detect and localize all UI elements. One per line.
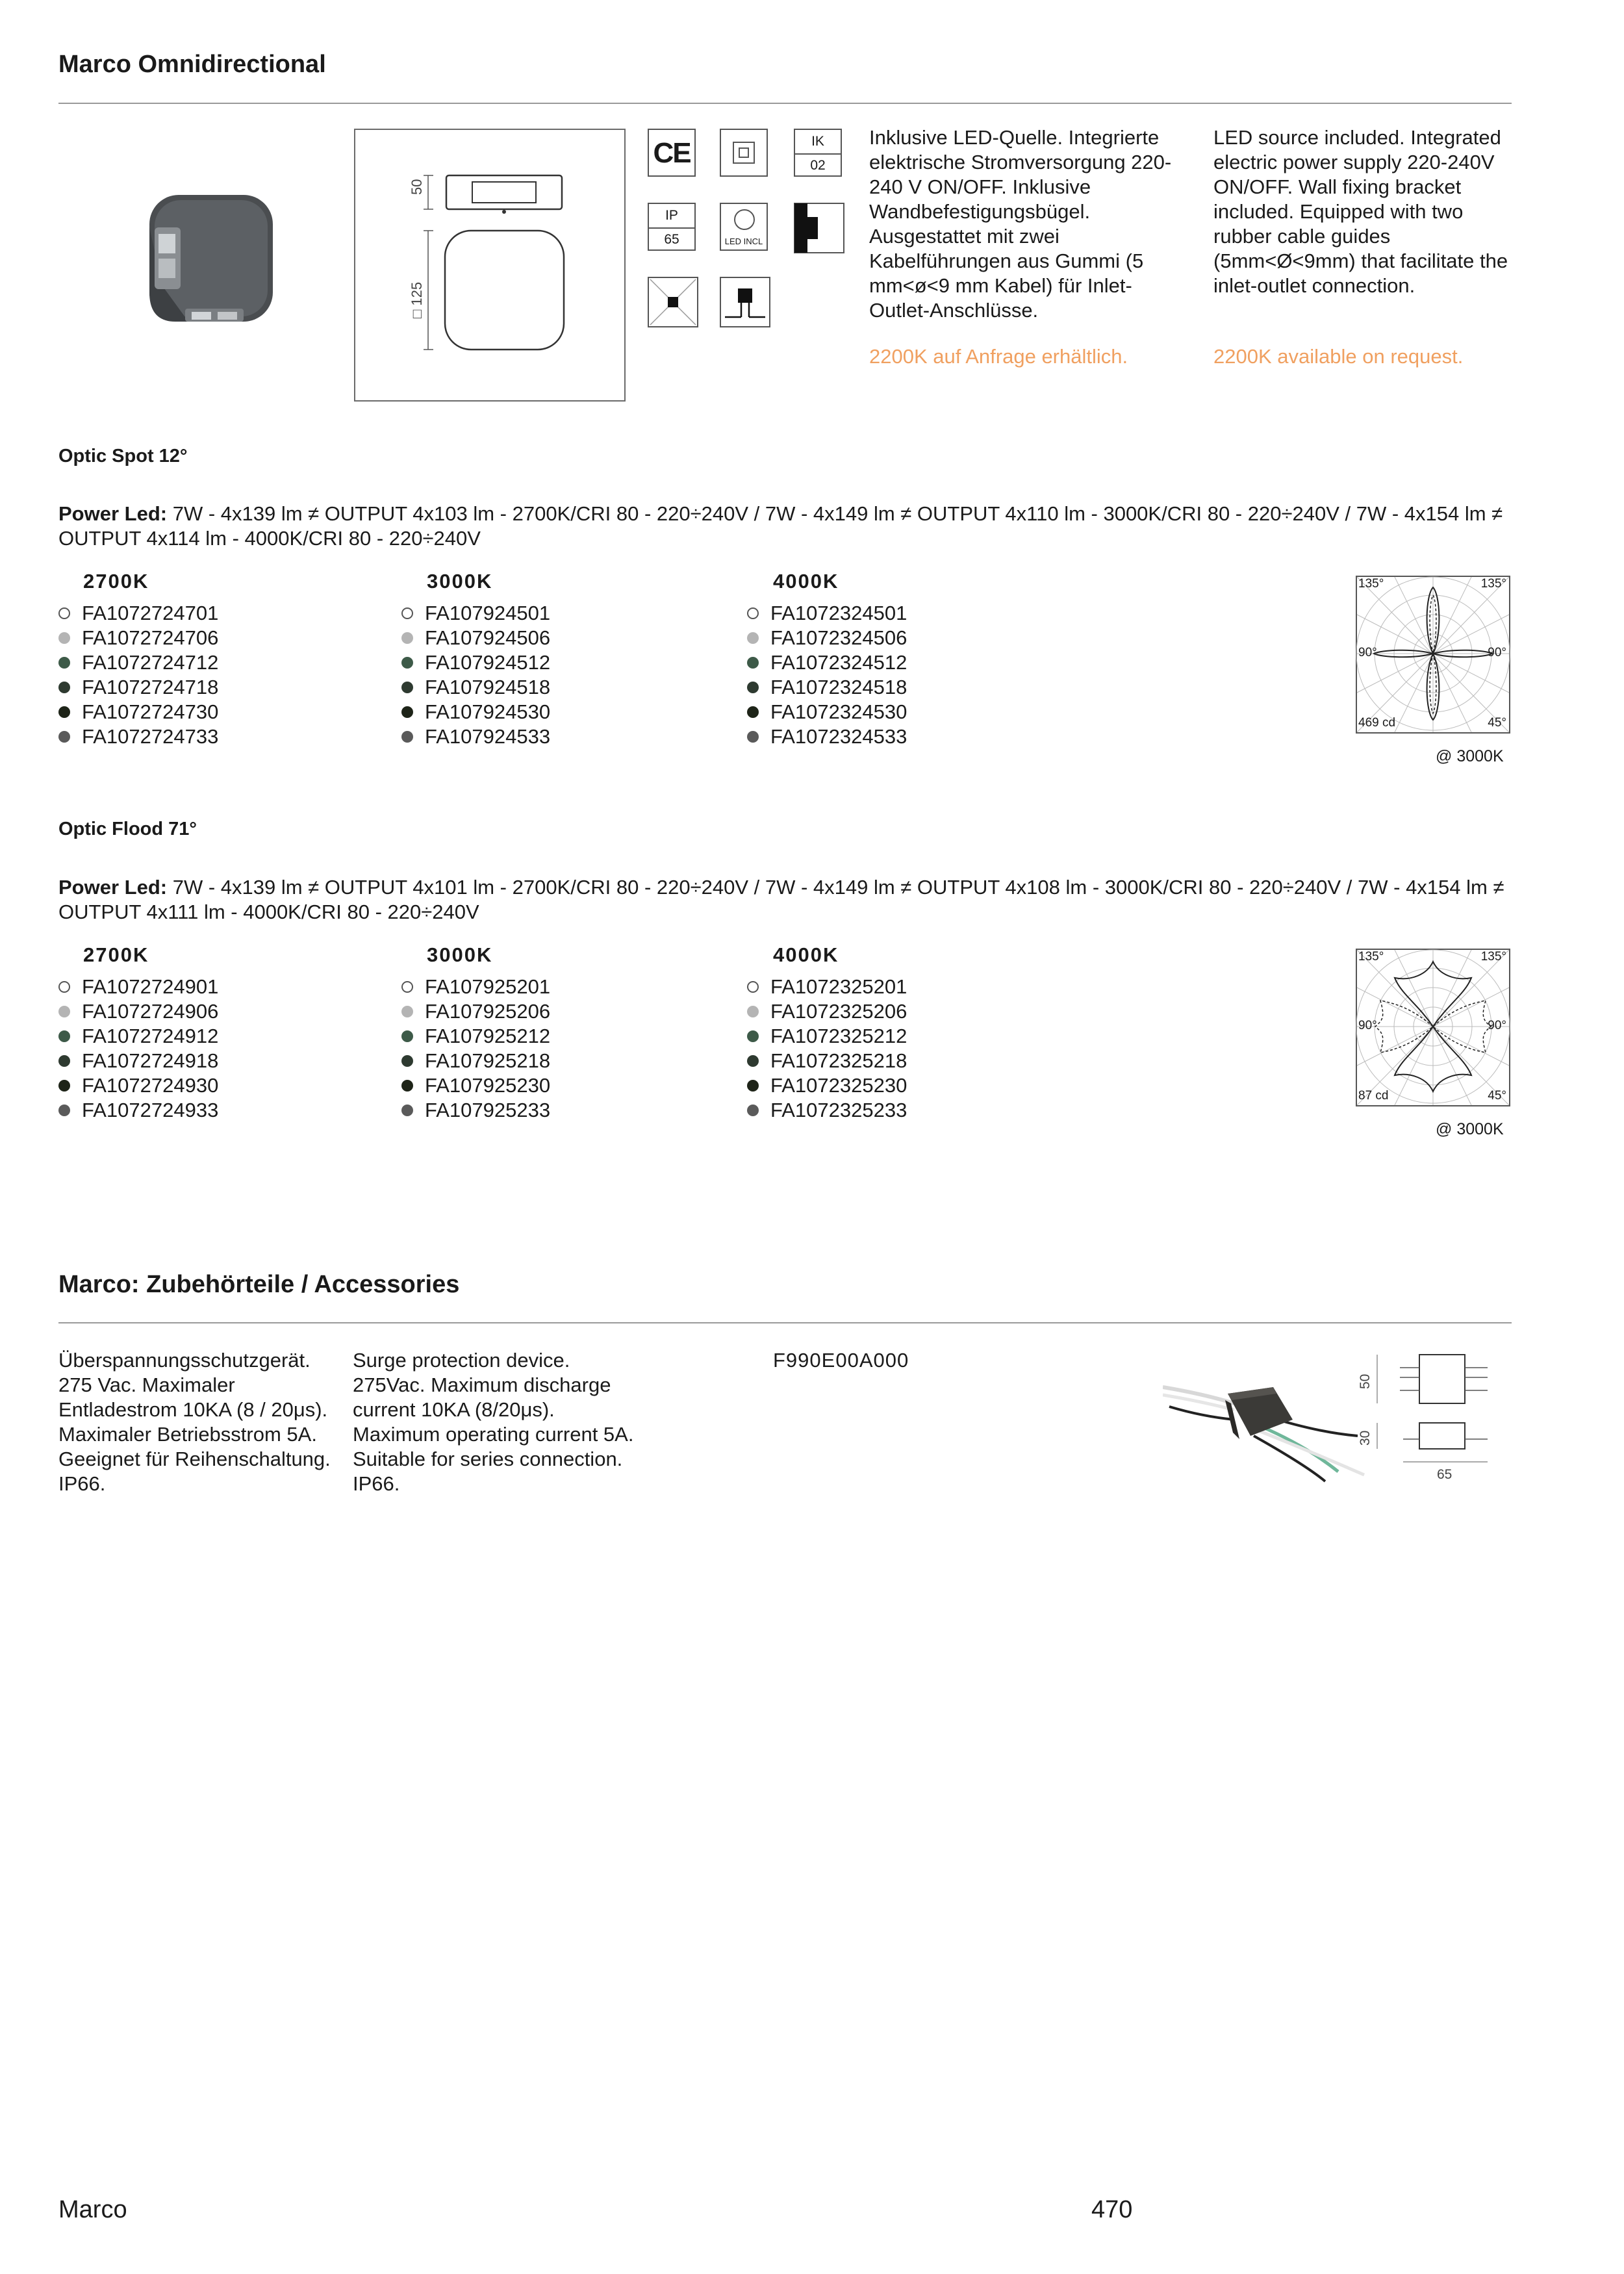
accessory-description-de: Überspannungsschutzgerät. 275 Vac. Maximaler Entladestrom 10KA (8 / 20μs). Maximaler Betriebsstrom 5A. Geeignet für Reihenschaltung. IP66. [58,1349,331,1495]
product-code: FA107925201 [401,975,550,999]
ce-icon: CE [648,129,696,177]
product-code: FA1072324518 [747,675,907,700]
dim-label: 65 [1437,1467,1453,1482]
polar-diagram-spot: 135° 135° 90° 90° 469 cd 45° [1356,576,1510,734]
product-code-list [401,975,550,1123]
product-code: FA107924506 [401,626,550,650]
cct-header: 4000K [773,570,839,593]
product-code: FA1072325212 [747,1024,907,1049]
product-code: FA107925233 [401,1098,550,1123]
finish-swatch-green [58,657,70,669]
polar-temp-label: @ 3000K [1436,1120,1504,1138]
product-code: FA1072724901 [58,975,218,999]
product-code: FA107925206 [401,999,550,1024]
led-included-icon: LED INCL [720,203,768,251]
title-rule [58,103,1512,104]
accessories-title: Marco: Zubehörteile / Accessories [58,1271,460,1298]
footer-product-name: Marco [58,2196,127,2223]
product-code: FA1072724912 [58,1024,218,1049]
ip-rating-icon: IP 65 [648,203,696,251]
cct-header: 3000K [427,943,493,966]
product-code: FA1072325201 [747,975,907,999]
product-code: FA1072724712 [58,650,218,675]
polar-temp-label: @ 3000K [1436,747,1504,765]
finish-swatch-darkgreen [58,682,70,693]
product-code: FA1072325233 [747,1098,907,1123]
note-en: 2200K available on request. [1213,345,1464,368]
surge-protector-photo [1163,1355,1384,1485]
product-code: FA1072724930 [58,1073,218,1098]
product-code: FA1072324506 [747,626,907,650]
ik-rating-icon: IK 02 [794,129,842,177]
product-code-list [747,601,907,749]
product-code: FA107925218 [401,1049,550,1073]
product-code-list [747,975,907,1123]
cct-header: 2700K [83,570,149,593]
accessory-description-en: Surge protection device. 275Vac. Maximum discharge current 10KA (8/20μs). Maximum operating current 5A. Suitable for series connection. IP66. [353,1349,634,1495]
surge-protector-drawing [1351,1345,1520,1488]
description-de: Inklusive LED-Quelle. Integrierte elektrische Stromversorgung 220-240 V ON/OFF. Inklusive Wandbefestigungsbügel. Ausgestattet mit zwei Kabelführungen aus Gummi (5 mm<ø<9 mm Kabel) für Inlet-Outlet-Anschlüsse. [869,126,1172,322]
product-code-list [401,601,550,749]
product-code: FA107924533 [401,724,550,749]
product-code: FA107924518 [401,675,550,700]
light-emission-icon [648,277,698,327]
product-code: FA1072724933 [58,1098,218,1123]
dim-size: □ 125 [409,281,425,318]
product-code: FA1072724733 [58,724,218,749]
product-code: FA1072724701 [58,601,218,626]
wall-mount-icon [794,203,844,253]
product-code: FA1072724730 [58,700,218,724]
product-code: FA107924501 [401,601,550,626]
note-de: 2200K auf Anfrage erhältlich. [869,345,1128,368]
optic-spot-power: Power Led: 7W - 4x139 lm ≠ OUTPUT 4x103 lm - 2700K/CRI 80 - 220÷240V / 7W - 4x149 lm ≠ OUTPUT 4x110 lm - 3000K/CRI 80 - 220÷240V / 7W - 4x154 lm ≠ OUTPUT 4x114 lm - 4000K/CRI 80 - 220÷240V [58,502,1503,550]
polar-diagram-flood: 135° 135° 90° 90° 87 cd 45° [1356,949,1510,1106]
product-code: FA1072325218 [747,1049,907,1073]
dim-height: 50 [409,179,425,195]
product-code-list [58,975,218,1123]
technical-drawing [354,129,626,402]
product-code: FA1072324533 [747,724,907,749]
product-code: FA1072724918 [58,1049,218,1073]
finish-swatch-grey [58,632,70,644]
optic-spot-title: Optic Spot 12° [58,446,188,466]
product-photo [136,188,279,331]
product-code: FA107924512 [401,650,550,675]
cct-header: 2700K [83,943,149,966]
product-code: FA107925212 [401,1024,550,1049]
dim-label: 30 [1358,1430,1373,1446]
cct-header: 3000K [427,570,493,593]
optic-flood-power: Power Led: 7W - 4x139 lm ≠ OUTPUT 4x101 lm - 2700K/CRI 80 - 220÷240V / 7W - 4x149 lm ≠ OUTPUT 4x108 lm - 3000K/CRI 80 - 220÷240V / 7W - 4x154 lm ≠ OUTPUT 4x111 lm - 4000K/CRI 80 - 220÷240V [58,876,1504,923]
page-number: 470 [1091,2196,1133,2223]
product-code: FA1072324512 [747,650,907,675]
finish-swatch-black [58,706,70,718]
class2-insulation-icon [720,129,768,177]
product-code: FA107925230 [401,1073,550,1098]
cable-connection-icon [720,277,770,327]
product-code: FA1072724718 [58,675,218,700]
product-code-list [58,601,218,749]
optic-flood-title: Optic Flood 71° [58,819,197,839]
product-code: FA1072724906 [58,999,218,1024]
product-code: FA1072324530 [747,700,907,724]
finish-swatch-white [58,607,70,619]
accessory-code: F990E00A000 [773,1349,909,1372]
description-en: LED source included. Integrated electric power supply 220-240V ON/OFF. Wall fixing bracket included. Equipped with two rubber cable guides (5mm<Ø<9mm) that facilitate the inlet-outlet connection. [1213,126,1508,297]
product-code: FA1072325230 [747,1073,907,1098]
accessories-rule [58,1322,1512,1323]
section-title: Marco Omnidirectional [58,51,326,78]
product-code: FA1072724706 [58,626,218,650]
product-code: FA1072324501 [747,601,907,626]
product-code: FA1072325206 [747,999,907,1024]
finish-swatch-anthracite [58,731,70,743]
product-code: FA107924530 [401,700,550,724]
dim-label: 50 [1358,1373,1373,1389]
cct-header: 4000K [773,943,839,966]
